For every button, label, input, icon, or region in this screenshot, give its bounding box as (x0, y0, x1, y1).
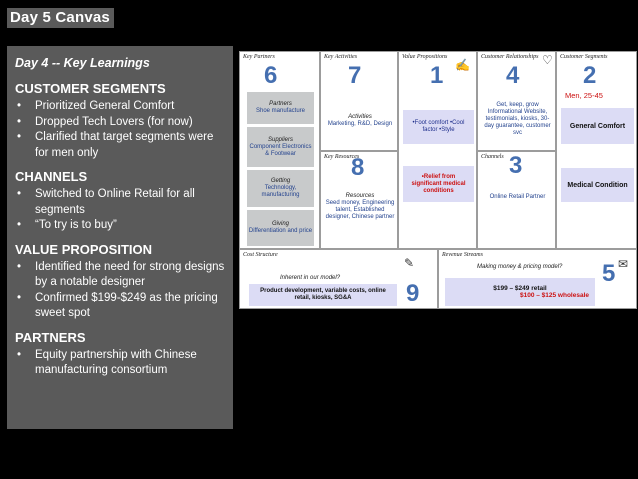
key-resources-number: 8 (351, 154, 365, 181)
key-activities-number: 7 (348, 62, 362, 89)
box-title: Resources (345, 193, 375, 199)
value-propositions-number: 1 (430, 62, 444, 89)
cost-structure-number: 9 (406, 280, 420, 307)
customer-segments-number: 2 (583, 62, 597, 89)
cost-question: Inherent in our model? (280, 275, 341, 281)
segment-men-age: Men, 25-45 (565, 91, 603, 100)
key-activities-cell (320, 51, 398, 151)
box-title: Activities (348, 114, 372, 120)
list-item: • Equity partnership with Chinese manufacturing consortium (15, 348, 225, 379)
value-proposition-list (15, 260, 225, 322)
activities-box (325, 104, 395, 138)
partners-list (15, 348, 225, 379)
box-text: •Relief from significant medical conditions (411, 173, 466, 194)
cell-label: Customer Relationships (481, 54, 539, 60)
revenue-streams-cell (438, 249, 637, 309)
box-text: Product development, variable costs, online retail, kiosks, SG&A (260, 288, 386, 301)
retail-price: $199 – $249 retail (493, 285, 547, 292)
section-title-partners: PARTNERS (15, 329, 86, 345)
cell-label: Key Resources (324, 154, 360, 160)
relationships-box (484, 90, 551, 148)
key-learnings-heading: Day 4 -- Key Learnings (15, 56, 150, 70)
box-text: Seed money, Engineering talent, Established designer, Chinese partner (325, 200, 395, 220)
channels-box (486, 185, 549, 209)
box-text: Marketing, R&D, Design (327, 121, 393, 127)
channels-list (15, 187, 225, 234)
medical-condition-box (561, 168, 634, 202)
list-item: • Prioritized General Comfort (15, 99, 225, 115)
customer-segments-cell (556, 51, 637, 249)
revenue-streams-number: 5 (602, 260, 616, 287)
box-text: Differentiation and price (248, 228, 313, 234)
box-title: Suppliers (267, 136, 293, 143)
value-box-top (403, 110, 474, 144)
cost-structure-cell (239, 249, 438, 309)
revenue-box (445, 278, 595, 306)
partners-box (247, 92, 314, 124)
box-text: Medical Condition (567, 181, 628, 189)
cell-label: Revenue Streams (442, 252, 483, 258)
cell-label: Key Activities (324, 54, 358, 60)
resources-box (324, 186, 396, 228)
section-title-value-proposition: VALUE PROPOSITION (15, 241, 152, 257)
cell-label: Cost Structure (243, 252, 278, 258)
box-text: Component Electronics & Footwear (249, 143, 312, 157)
section-title-customer-segments: CUSTOMER SEGMENTS (15, 81, 166, 96)
suppliers-box (247, 127, 314, 167)
slide-title-bar (7, 8, 114, 28)
box-title: Partners (269, 101, 292, 107)
list-item: • Identified the need for strong designs by a notable designer (15, 260, 225, 291)
giving-box (247, 210, 314, 246)
value-propositions-cell (398, 51, 477, 249)
price-tag-sketch-icon: ✎ (404, 256, 415, 270)
box-title: Giving (271, 221, 289, 227)
box-text: Online Retail Partner (489, 193, 546, 200)
customer-segments-list (15, 99, 225, 161)
list-item: • Clarified that target segments were for men only (15, 130, 225, 161)
value-box-bottom (403, 166, 474, 202)
section-title-channels: CHANNELS (15, 169, 88, 184)
key-learnings-panel (7, 46, 233, 429)
general-comfort-box (561, 108, 634, 144)
box-text: Get, keep, grow Informational Website, testimonials, kiosks, 30-day guarantee, customer svc (484, 101, 551, 136)
revenue-question: Making money & pricing model? (477, 264, 563, 270)
getting-box (247, 170, 314, 207)
box-text: Technology, manufacturing (261, 185, 300, 198)
channels-number: 3 (509, 152, 523, 179)
cell-label: Channels (481, 154, 504, 160)
business-model-canvas (239, 51, 637, 309)
slide-title: Day 5 Canvas (10, 9, 110, 26)
box-title: Getting (270, 178, 291, 184)
customer-relationships-cell (477, 51, 556, 151)
cell-label: Value Propositions (402, 54, 448, 60)
box-text: General Comfort (569, 122, 626, 130)
cell-label: Customer Segments (560, 54, 608, 60)
list-item: • Confirmed $199-$249 as the pricing sweet spot (15, 291, 225, 322)
box-text: •Foot comfort •Cool factor •Style (412, 120, 465, 133)
money-bag-sketch-icon: ✉ (618, 257, 629, 271)
list-item: • Switched to Online Retail for all segments (15, 187, 225, 218)
list-item: • “To try is to buy” (15, 218, 225, 234)
cell-label: Key Partners (243, 54, 275, 60)
customer-relationships-number: 4 (506, 62, 520, 89)
heart-sketch-icon: ♡ (542, 53, 553, 67)
list-item: • Dropped Tech Lovers (for now) (15, 115, 225, 131)
channels-cell (477, 151, 556, 249)
box-text: Shoe manufacture (255, 108, 306, 114)
key-resources-cell (320, 151, 398, 249)
key-partners-cell (239, 51, 320, 249)
cost-box (249, 284, 397, 306)
gift-sketch-icon: ✍ (455, 58, 470, 72)
wholesale-price: $100 – $125 wholesale (519, 292, 589, 299)
key-partners-number: 6 (264, 62, 278, 89)
